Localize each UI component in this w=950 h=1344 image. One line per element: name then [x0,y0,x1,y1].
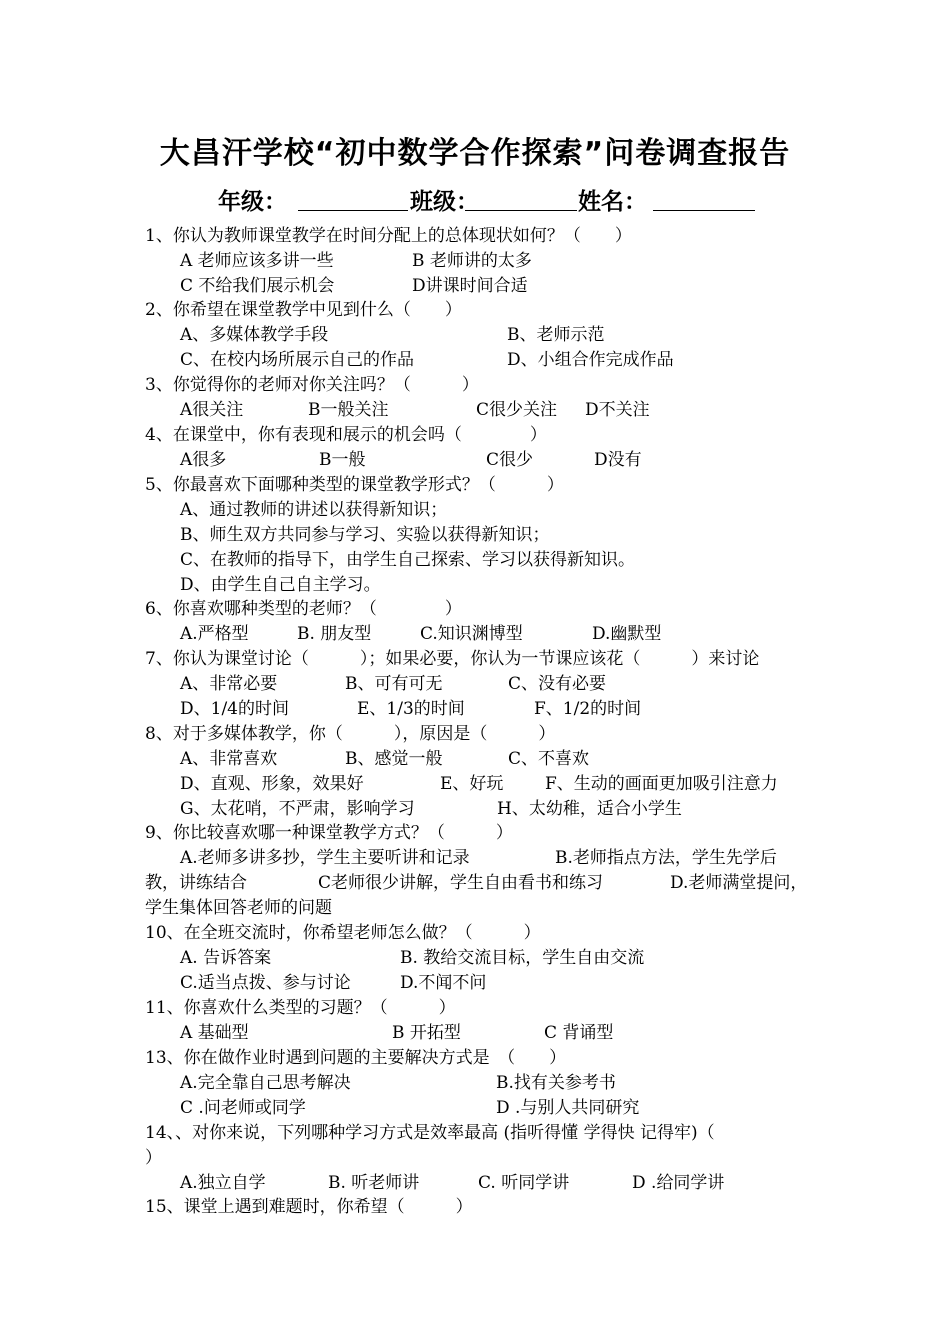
q10-option-b: B. 教给交流目标，学生自由交流 [400,948,645,968]
page-title: 大昌汗学校“初中数学合作探索”问卷调查报告 [159,136,791,171]
q14-option-a: A.独立自学 [180,1173,266,1193]
q3-option-a: A很关注 [180,400,244,420]
q9-option-b: B.老师指点方法，学生先学后 [555,848,777,868]
question-15: 15、课堂上遇到难题时，你希望（ ） [145,1197,473,1217]
q6-option-b: B. 朋友型 [297,624,372,644]
question-2: 2、你希望在课堂教学中见到什么（ ） [145,300,462,320]
q7-option-f: F、1/2的时间 [534,699,642,719]
q14-option-d: D .给同学讲 [632,1173,725,1193]
q13-option-c: C .问老师或同学 [180,1098,306,1118]
question-1: 1、你认为教师课堂教学在时间分配上的总体现状如何？（ ） [145,226,632,246]
q7-option-b: B、可有可无 [345,674,443,694]
q7-option-e: E、1/3的时间 [357,699,465,719]
q9-option-c: C老师很少讲解，学生自由看书和练习 [318,873,604,893]
q3-option-b: B一般关注 [308,400,389,420]
q8-option-b: B、感觉一般 [345,749,443,769]
q5-option-c: C、在教师的指导下，由学生自己探索、学习以获得新知识。 [180,550,636,570]
q14-option-c: C. 听同学讲 [478,1173,570,1193]
q2-option-c: C、在校内场所展示自己的作品 [180,350,415,370]
q4-option-d: D没有 [594,450,642,470]
q14-option-b: B. 听老师讲 [328,1173,420,1193]
q10-option-d: D.不闻不问 [400,973,487,993]
q2-option-d: D、小组合作完成作品 [507,350,674,370]
q3-option-d: D不关注 [585,400,650,420]
q1-option-c: C 不给我们展示机会 [180,276,335,296]
q5-option-d: D、由学生自己自主学习。 [180,575,381,595]
q9-option-d: D.老师满堂提问， [670,873,808,893]
q7-option-c: C、没有必要 [508,674,607,694]
q13-option-b: B.找有关参考书 [496,1073,616,1093]
q11-option-c: C 背诵型 [544,1023,614,1043]
class-blank [465,210,577,211]
question-9: 9、你比较喜欢哪一种课堂教学方式？（ ） [145,823,513,843]
q4-option-b: B一般 [319,450,366,470]
q5-option-a: A、通过教师的讲述以获得新知识； [180,500,448,520]
q2-option-a: A、多媒体教学手段 [180,325,329,345]
q2-option-b: B、老师示范 [507,325,605,345]
name-blank [653,210,755,211]
q11-option-b: B 开拓型 [392,1023,461,1043]
q1-option-a: A 老师应该多讲一些 [180,251,334,271]
q10-option-c: C.适当点拨、参与讨论 [180,973,351,993]
grade-blank [298,210,408,211]
q6-option-d: D.幽默型 [592,624,662,644]
question-10: 10、在全班交流时，你希望老师怎么做？（ ） [145,923,541,943]
q8-option-e: E、好玩 [440,774,504,794]
q1-option-b: B 老师讲的太多 [412,251,532,271]
q7-option-a: A、非常必要 [180,674,278,694]
question-5: 5、你最喜欢下面哪种类型的课堂教学形式？（ ） [145,475,564,495]
name-label: 姓名： [578,189,647,215]
question-4: 4、在课堂中，你有表现和展示的机会吗（ ） [145,425,547,445]
q13-option-d: D .与别人共同研究 [496,1098,640,1118]
q8-option-d: D、直观、形象，效果好 [180,774,364,794]
q8-option-c: C、不喜欢 [508,749,590,769]
q3-option-c: C很少关注 [476,400,558,420]
question-8: 8、对于多媒体教学，你（ ），原因是（ ） [145,724,556,744]
q7-option-d: D、1/4的时间 [180,699,289,719]
q9-option-b-cont: 教，讲练结合 [145,873,247,893]
q4-option-a: A很多 [180,450,227,470]
q4-option-c: C很少 [486,450,534,470]
question-14-cont: ） [145,1148,162,1168]
q8-option-h: H、太幼稚，适合小学生 [497,799,682,819]
q6-option-c: C.知识渊博型 [420,624,523,644]
question-7: 7、你认为课堂讨论（ ）；如果必要，你认为一节课应该花（ ）来讨论 [145,649,760,669]
q6-option-a: A.严格型 [180,624,249,644]
q9-option-d-cont: 学生集体回答老师的问题 [145,898,332,918]
question-14: 14、、对你来说，下列哪种学习方式是效率最高 (指听得懂 学得快 记得牢)（ [145,1123,715,1143]
question-13: 13、你在做作业时遇到问题的主要解决方式是 （ ） [145,1048,567,1068]
class-label: 班级： [410,189,479,215]
q8-option-g: G、太花哨，不严肃，影响学习 [180,799,415,819]
q8-option-f: F、生动的画面更加吸引注意力 [545,774,778,794]
grade-label: 年级： [218,189,287,215]
question-6: 6、你喜欢哪种类型的老师？（ ） [145,599,462,619]
q9-option-a: A.老师多讲多抄，学生主要听讲和记录 [180,848,470,868]
q1-option-d: D讲课时间合适 [412,276,528,296]
q11-option-a: A 基础型 [180,1023,249,1043]
q8-option-a: A、非常喜欢 [180,749,278,769]
question-11: 11、你喜欢什么类型的习题？（ ） [145,998,456,1018]
q10-option-a: A. 告诉答案 [180,948,272,968]
q5-option-b: B、师生双方共同参与学习、实验以获得新知识； [180,525,550,545]
q13-option-a: A.完全靠自己思考解决 [180,1073,351,1093]
question-3: 3、你觉得你的老师对你关注吗？（ ） [145,375,479,395]
